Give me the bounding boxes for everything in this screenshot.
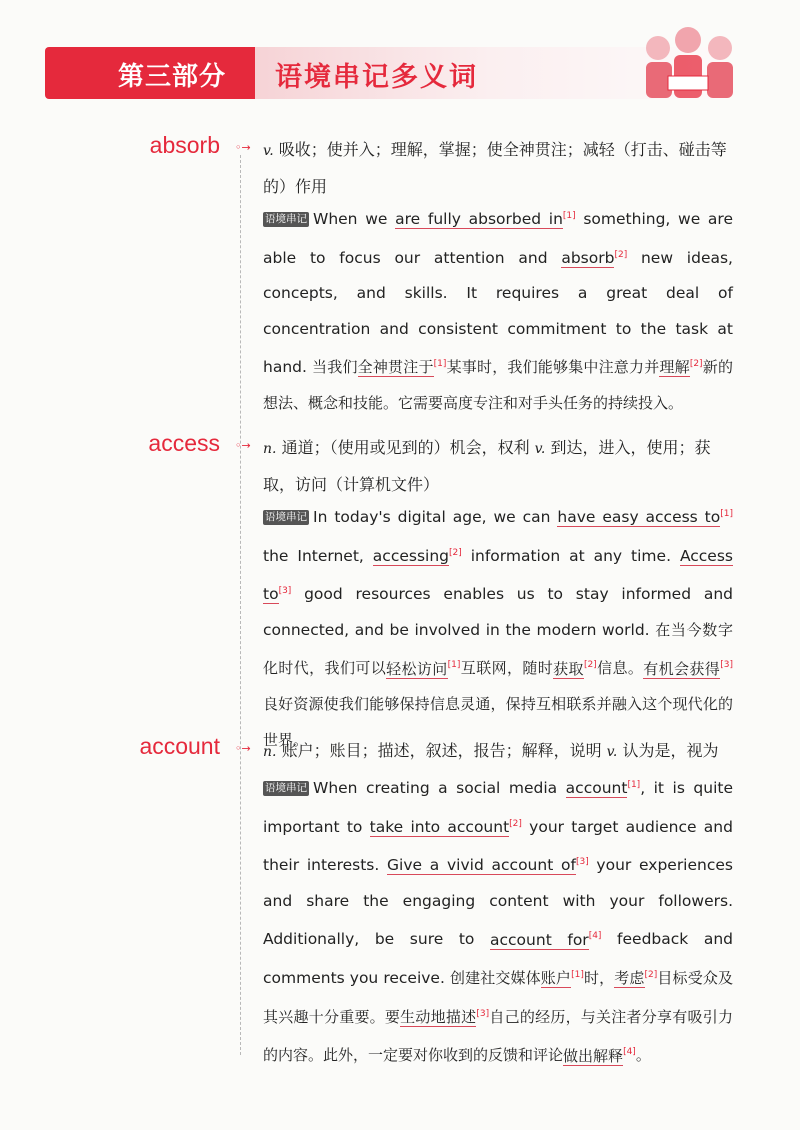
footnote-marker: [3] [720, 660, 733, 671]
definition [263, 733, 733, 770]
chinese-text: 互联网，随时 [460, 659, 554, 678]
arrow-icon: ◦→ [235, 742, 251, 755]
highlighted-phrase: 理解 [659, 358, 690, 377]
footnote-marker: [1] [720, 509, 733, 519]
highlighted-phrase: have easy access to [557, 508, 721, 527]
highlighted-phrase: absorb [561, 248, 615, 267]
context-tag: 语境串记 [265, 511, 307, 524]
chinese-text: 。 [635, 1046, 651, 1065]
example-text: new ideas, concepts, and skills. It requires a great deal of concentration and consistent commitment to the task at hand. [263, 248, 733, 377]
example-text: something, we are able to focus our attention and [263, 210, 734, 267]
arrow-icon: ◦→ [235, 141, 251, 154]
definition-text-2: 认为是，视为 [622, 741, 719, 760]
chinese-text: 自己的经历，与关注者分享有吸引力的内容。此外，一定要 [263, 1007, 733, 1065]
highlighted-phrase: are fully absorbed in [395, 210, 563, 229]
chinese-text: 信息。 [596, 659, 644, 678]
footnote-marker: [2] [644, 970, 658, 981]
example-paragraph [263, 768, 733, 1074]
highlighted-phrase: Give a vivid account of [387, 856, 576, 875]
example-text: , it is quite important to [263, 779, 733, 836]
context-tag: 语境串记 [265, 213, 307, 226]
chinese-text: 目标受众及其兴趣十分重要。要 [263, 969, 733, 1026]
example-text: your target audience and their interests. [263, 817, 733, 875]
footnote-marker: [4] [588, 931, 602, 942]
footnote-marker: [4] [623, 1047, 636, 1058]
footnote-marker: [1] [562, 211, 576, 221]
chinese-text: 创建社交媒体 [449, 969, 541, 988]
part-of-speech-2: v. [534, 441, 546, 457]
definition-text: 吸收；使并入；理解，掌握；使全神贯注；减轻（打击、碰击等的）作用 [263, 140, 727, 196]
example-text: good resources enables us to stay informed and connected, and be involved in the modern world. [263, 585, 733, 639]
definition-text: 账户；账目；描述，叙述，报告；解释，说明 [281, 741, 602, 760]
footnote-marker: [2] [449, 547, 462, 558]
highlighted-phrase: account for [490, 930, 589, 949]
headword: account [139, 733, 220, 759]
example-text: In today's digital age, we can [313, 508, 558, 527]
definition-text-2: 到达，进入，使用；获取，访问（计算机文件） [263, 438, 711, 494]
example-text: information at any time. [461, 546, 680, 565]
part-label: 第三部分 [118, 62, 227, 92]
highlighted-phrase: 账户 [540, 969, 572, 988]
example-paragraph [263, 497, 733, 758]
highlighted-phrase: 做出解释 [563, 1046, 624, 1065]
definition-text: 通道；（使用或见到的）机会，权利 [281, 438, 530, 457]
definition [263, 132, 733, 204]
context-tag: 语境串记 [265, 782, 307, 795]
highlighted-phrase: Access to [263, 546, 733, 604]
part-of-speech: n. [263, 441, 277, 457]
highlighted-phrase: accessing [372, 546, 449, 565]
chinese-text: 你收到的反馈和评论 [428, 1046, 564, 1065]
chinese-text: 对 [413, 1046, 429, 1065]
footnote-marker: [1] [571, 970, 584, 981]
highlighted-phrase: 全神贯注于 [357, 358, 434, 377]
part-of-speech: v. [263, 143, 274, 159]
headword: access [148, 430, 220, 456]
example-text: feedback and comments you receive. [263, 930, 733, 988]
headword: absorb [149, 132, 220, 158]
footnote-marker: [1] [627, 780, 641, 790]
arrow-icon: ◦→ [235, 439, 251, 452]
highlighted-phrase: take into account [369, 817, 510, 836]
chinese-text: 时， [583, 969, 615, 988]
chinese-text: 在当今数字化时代，我们可以 [263, 620, 733, 678]
example-text: your experiences and share the engaging content with your followers. Additionally, be sure to [263, 856, 733, 949]
chinese-text: 当我们 [312, 358, 358, 377]
part-of-speech: n. [263, 744, 277, 760]
highlighted-phrase: account [565, 779, 628, 798]
footnote-marker: [3] [575, 857, 589, 868]
footnote-marker: [3] [278, 586, 292, 597]
definition [263, 430, 733, 502]
footnote-marker: [2] [689, 359, 703, 370]
footnote-marker: [2] [614, 249, 628, 260]
footnote-marker: [2] [583, 660, 597, 671]
section-title: 语境串记多义词 [275, 62, 478, 93]
entry-guide-line [240, 155, 241, 1055]
example-paragraph [263, 199, 733, 421]
highlighted-phrase: 考虑 [614, 969, 645, 988]
chinese-text: 某事时，我们能够集中注意力并 [446, 358, 660, 377]
example-text: When creating a social media [313, 779, 566, 798]
part-of-speech-2: v. [606, 744, 618, 760]
chinese-text: 良好资源使我们能够保持信息灵通，保持互相联系并融入这个现代化的世界。 [263, 695, 733, 749]
footnote-marker: [1] [447, 660, 461, 671]
example-text: the Internet, [263, 546, 373, 565]
highlighted-phrase: 有机会获得 [643, 659, 721, 678]
highlighted-phrase: 生动地描述 [400, 1007, 477, 1026]
highlighted-phrase: 轻松访问 [386, 659, 448, 678]
chinese-text: 新的想法、概念和技能。它需要高度专注和对手头任务的持续投入。 [263, 358, 733, 412]
students-illustration [628, 8, 748, 108]
footnote-marker: [1] [433, 359, 447, 370]
footnote-marker: [2] [509, 818, 522, 829]
footnote-marker: [3] [476, 1008, 490, 1019]
highlighted-phrase: 获取 [553, 659, 584, 678]
example-text: When we [313, 210, 396, 229]
